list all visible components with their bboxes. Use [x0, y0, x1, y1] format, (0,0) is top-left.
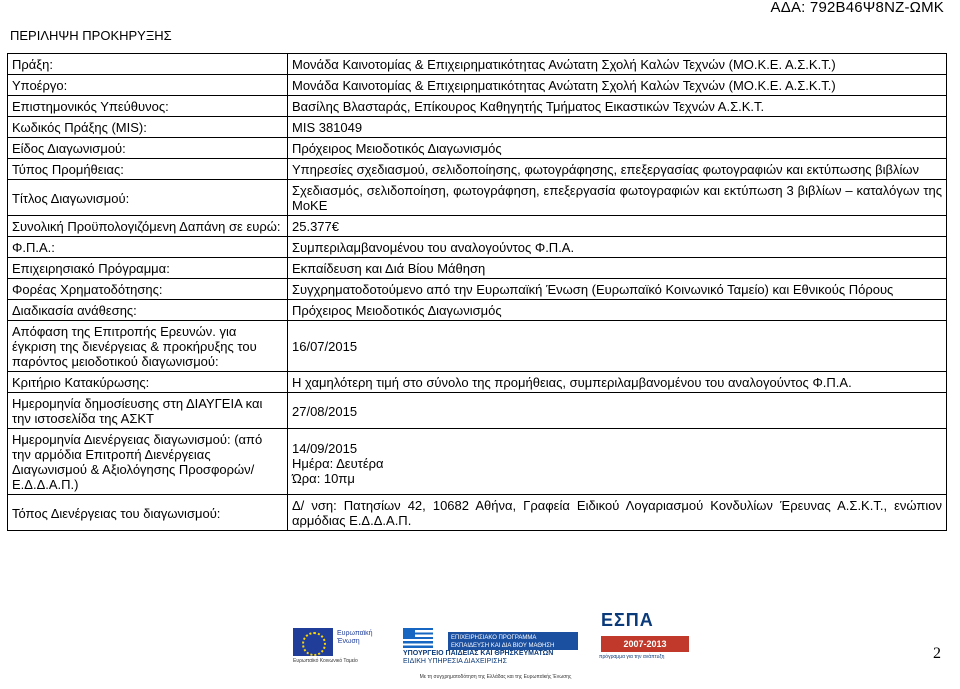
row-label: Ημερομηνία δημοσίευσης στη ΔΙΑΥΓΕΙΑ και την ιστοσελίδα της ΑΣΚΤ	[8, 393, 288, 429]
row-value: Εκπαίδευση και Διά Βίου Μάθηση	[288, 258, 947, 279]
row-label: Απόφαση της Επιτροπής Ερευνών. για έγκριση της διενέργειας & προκήρυξης του παρόντος μειοδοτικού διαγωνισμού:	[8, 321, 288, 372]
row-label: Τίτλος Διαγωνισμού:	[8, 180, 288, 216]
row-value: MIS 381049	[288, 117, 947, 138]
edbm-logo: ΕΠΙΧΕΙΡΗΣΙΑΚΟ ΠΡΟΓΡΑΜΜΑ ΕΚΠΑΙΔΕΥΣΗ ΚΑΙ ΔΙΑ ΒΙΟΥ ΜΑΘΗΣΗ	[448, 632, 578, 650]
table-row	[8, 216, 947, 237]
row-value-multiline	[288, 429, 947, 495]
row-label: Διαδικασία ανάθεσης:	[8, 300, 288, 321]
row-label: Επιστημονικός Υπεύθυνος:	[8, 96, 288, 117]
row-label: Τόπος Διενέργειας του διαγωνισμού:	[8, 495, 288, 531]
row-value: Υπηρεσίες σχεδιασμού, σελιδοποίησης, φωτογράφησης, επεξεργασίας φωτογραφιών και εκτύπωσης βιβλίων	[288, 159, 947, 180]
row-label: Κωδικός Πράξης (MIS):	[8, 117, 288, 138]
date-line: 14/09/2015	[292, 441, 358, 456]
row-value: 27/08/2015	[288, 393, 947, 429]
table-row	[8, 429, 947, 495]
espa-word: ΕΣΠΑ	[601, 610, 654, 630]
table-row	[8, 96, 947, 117]
ada-header: ΑΔΑ: 792Β46Ψ8ΝΖ-ΩΜΚ	[770, 0, 944, 16]
table-row	[8, 75, 947, 96]
espa-years: 2007-2013	[601, 636, 689, 652]
row-value: Μονάδα Καινοτομίας & Επιχειρηματικότητας Ανώτατη Σχολή Καλών Τεχνών (ΜΟ.Κ.Ε. Α.Σ.Κ.Τ.)	[288, 54, 947, 75]
eu-subtitle: Ευρωπαϊκό Κοινωνικό Ταμείο	[293, 658, 358, 664]
row-label: Επιχειρησιακό Πρόγραμμα:	[8, 258, 288, 279]
row-value: Σχεδιασμός, σελιδοποίηση, φωτογράφηση, επεξεργασία φωτογραφιών και εκτύπωση 3 βιβλίων – καταλόγων της ΜοΚΕ	[288, 180, 947, 216]
row-value: Μονάδα Καινοτομίας & Επιχειρηματικότητας Ανώτατη Σχολή Καλών Τεχνών (ΜΟ.Κ.Ε. Α.Σ.Κ.Τ.)	[288, 75, 947, 96]
ministry-subtitle: ΕΙΔΙΚΗ ΥΠΗΡΕΣΙΑ ΔΙΑΧΕΙΡΙΣΗΣ	[403, 658, 507, 665]
time-line: Ώρα: 10πμ	[292, 471, 355, 486]
ministry-text	[403, 650, 598, 666]
table-row	[8, 393, 947, 429]
table-row	[8, 279, 947, 300]
page-number: 2	[933, 645, 941, 662]
espa-logo	[593, 606, 693, 662]
table-row	[8, 138, 947, 159]
summary-table	[7, 53, 947, 531]
summary-title: ΠΕΡΙΛΗΨΗ ΠΡΟΚΗΡΥΞΗΣ	[10, 28, 172, 43]
row-value: 16/07/2015	[288, 321, 947, 372]
eu-title: Ευρωπαϊκή Ένωση	[337, 630, 373, 645]
row-value: Η χαμηλότερη τιμή στο σύνολο της προμήθειας, συμπεριλαμβανομένου του αναλογούντος Φ.Π.Α.	[288, 372, 947, 393]
table-row	[8, 495, 947, 531]
day-line: Ημέρα: Δευτέρα	[292, 456, 384, 471]
row-label: Υποέργο:	[8, 75, 288, 96]
row-label: Ημερομηνία Διενέργειας διαγωνισμού: (από την αρμόδια Επιτροπή Διενέργειας Διαγωνισμού & Αξιολόγησης Προσφορών/ Ε.Δ.Δ.Α.Π.)	[8, 429, 288, 495]
row-label: Είδος Διαγωνισμού:	[8, 138, 288, 159]
cofinancing-caption: Με τη συγχρηματοδότηση της Ελλάδας και της Ευρωπαϊκής Ένωσης	[419, 674, 572, 680]
eu-flag-icon	[293, 628, 333, 656]
row-value: Συγχρηματοδοτούμενο από την Ευρωπαϊκή Ένωση (Ευρωπαϊκό Κοινωνικό Ταμείο) και Εθνικούς Πόρους	[288, 279, 947, 300]
table-row	[8, 258, 947, 279]
table-row	[8, 54, 947, 75]
greek-flag-icon	[403, 628, 433, 648]
row-label: Φορέας Χρηματοδότησης:	[8, 279, 288, 300]
row-value: 25.377€	[288, 216, 947, 237]
table-row	[8, 180, 947, 216]
table-row	[8, 117, 947, 138]
table-row	[8, 300, 947, 321]
row-label: Πράξη:	[8, 54, 288, 75]
ministry-name: ΥΠΟΥΡΓΕΙΟ ΠΑΙΔΕΙΑΣ ΚΑΙ ΘΡΗΣΚΕΥΜΑΤΩΝ	[403, 650, 554, 657]
funding-logos	[293, 588, 698, 682]
table-row	[8, 372, 947, 393]
row-value: Πρόχειρος Μειοδοτικός Διαγωνισμός	[288, 300, 947, 321]
table-row	[8, 159, 947, 180]
row-label: Τύπος Προμήθειας:	[8, 159, 288, 180]
table-row	[8, 321, 947, 372]
row-value: Συμπεριλαμβανομένου του αναλογούντος Φ.Π.Α.	[288, 237, 947, 258]
row-value: Δ/ νση: Πατησίων 42, 10682 Αθήνα, Γραφεία Ειδικού Λογαριασμού Κονδυλίων Έρευνας Α.Σ.Κ.Τ., ενώπιον αρμόδιας Ε.Δ.Δ.Α.Π.	[288, 495, 947, 531]
espa-slogan: πρόγραμμα για την ανάπτυξη	[599, 654, 665, 660]
row-value: Βασίλης Βλασταράς, Επίκουρος Καθηγητής Τμήματος Εικαστικών Τεχνών Α.Σ.Κ.Τ.	[288, 96, 947, 117]
row-label: Συνολική Προϋπολογιζόμενη Δαπάνη σε ευρώ:	[8, 216, 288, 237]
row-label: Φ.Π.Α.:	[8, 237, 288, 258]
eu-logo	[293, 628, 395, 668]
row-value: Πρόχειρος Μειοδοτικός Διαγωνισμός	[288, 138, 947, 159]
table-row	[8, 237, 947, 258]
row-label: Κριτήριο Κατακύρωσης:	[8, 372, 288, 393]
